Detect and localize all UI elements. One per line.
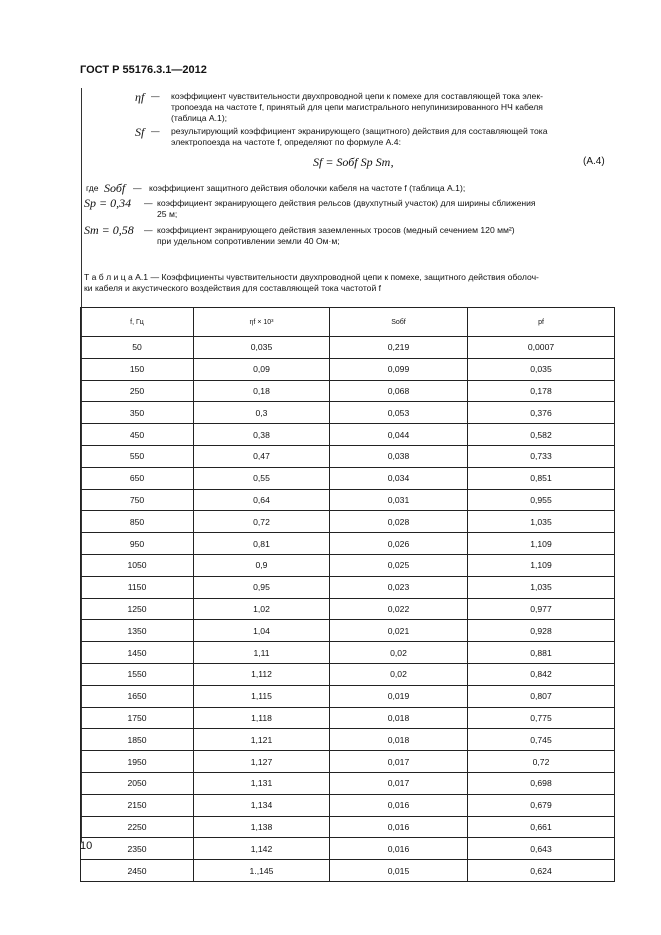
table-cell: 1,02 [194, 598, 330, 620]
page-number: 10 [80, 840, 93, 852]
table-cell: 1250 [81, 598, 194, 620]
table-cell: 1,118 [194, 707, 330, 729]
table-cell: 650 [81, 467, 194, 489]
table-cell: 1,109 [468, 554, 615, 576]
table-row [81, 402, 615, 424]
def-line: электропоезда на частоте f, определяют по формуле А.4: [171, 137, 401, 147]
table-cell: 1,134 [194, 794, 330, 816]
table-row [81, 576, 615, 598]
table-cell: 0,977 [468, 598, 615, 620]
col-header: f, Гц [81, 308, 194, 337]
table-cell: 0,72 [468, 751, 615, 773]
def-line: коэффициент чувствительности двухпроводной цепи к помехе для составляющей тока элек- [171, 91, 543, 101]
table-caption: ки кабеля и акустического воздействия для составляющей тока частотой f [84, 283, 382, 293]
table-row [81, 511, 615, 533]
table-row [81, 598, 615, 620]
table-cell: 1.,145 [194, 860, 330, 882]
where-dash: — [144, 225, 153, 235]
where-dash: — [133, 183, 142, 193]
where-line: 25 м; [157, 209, 178, 219]
table-cell: 1550 [81, 663, 194, 685]
table-cell: 1,035 [468, 576, 615, 598]
table-cell: 1,131 [194, 772, 330, 794]
table-cell: 0,679 [468, 794, 615, 816]
where-prefix: где [86, 183, 99, 193]
def-symbol: Sf [135, 125, 145, 139]
table-row [81, 337, 615, 359]
table-row [81, 620, 615, 642]
table-cell: 0,023 [330, 576, 468, 598]
table-cell: 0,015 [330, 860, 468, 882]
table-cell: 0,038 [330, 445, 468, 467]
table-cell: 0,72 [194, 511, 330, 533]
table-cell: 2150 [81, 794, 194, 816]
table-cell: 0,775 [468, 707, 615, 729]
table-row [81, 816, 615, 838]
where-line: коэффициент защитного действия оболочки кабеля на частоте f (таблица А.1); [149, 183, 466, 193]
table-cell: 0,053 [330, 402, 468, 424]
table-row [81, 772, 615, 794]
def-dash: — [151, 91, 160, 101]
table-cell: 1,04 [194, 620, 330, 642]
table-cell: 0,81 [194, 533, 330, 555]
table-cell: 0,035 [194, 337, 330, 359]
table-cell: 1650 [81, 685, 194, 707]
table-cell: 350 [81, 402, 194, 424]
table-cell: 950 [81, 533, 194, 555]
table-cell: 1,11 [194, 642, 330, 664]
table-cell: 0,099 [330, 358, 468, 380]
table-cell: 0,178 [468, 380, 615, 402]
formula: Sf = Sобf Sр Sт, [313, 155, 394, 169]
table-row [81, 489, 615, 511]
table-row [81, 358, 615, 380]
col-header: Sобf [330, 308, 468, 337]
table-cell: 1,115 [194, 685, 330, 707]
table-cell: 0,016 [330, 816, 468, 838]
table-cell: 1,121 [194, 729, 330, 751]
table-cell: 0,745 [468, 729, 615, 751]
table-cell: 0,018 [330, 729, 468, 751]
table-cell: 0,018 [330, 707, 468, 729]
table-cell: 1950 [81, 751, 194, 773]
table-cell: 0,035 [468, 358, 615, 380]
table-row [81, 729, 615, 751]
where-line: коэффициент экранирующего действия заземленных тросов (медный сечением 120 мм²) [157, 225, 515, 235]
table-cell: 0,64 [194, 489, 330, 511]
table-cell: 1750 [81, 707, 194, 729]
table-cell: 0,025 [330, 554, 468, 576]
table-cell: 0,582 [468, 424, 615, 446]
table-cell: 0,376 [468, 402, 615, 424]
table-row [81, 751, 615, 773]
table-cell: 2250 [81, 816, 194, 838]
def-dash: — [151, 126, 160, 136]
table-cell: 2350 [81, 838, 194, 860]
table-cell: 1850 [81, 729, 194, 751]
table-row [81, 794, 615, 816]
table-cell: 2050 [81, 772, 194, 794]
table-cell: 50 [81, 337, 194, 359]
table-cell: 0,55 [194, 467, 330, 489]
table-cell: 1350 [81, 620, 194, 642]
table-cell: 750 [81, 489, 194, 511]
where-dash: — [144, 198, 153, 208]
table-cell: 0,698 [468, 772, 615, 794]
where-symbol: Sр = 0,34 [84, 196, 132, 210]
table-cell: 850 [81, 511, 194, 533]
table-cell: 0,842 [468, 663, 615, 685]
table-cell: 0,0007 [468, 337, 615, 359]
table-cell: 0,034 [330, 467, 468, 489]
col-header: ηf × 10³ [194, 308, 330, 337]
table-cell: 0,022 [330, 598, 468, 620]
table-cell: 0,881 [468, 642, 615, 664]
table-row [81, 860, 615, 882]
where-line: при удельном сопротивлении земли 40 Ом·м; [157, 236, 340, 246]
where-symbol: Sобf [104, 181, 126, 195]
table-cell: 0,95 [194, 576, 330, 598]
table-cell: 0,3 [194, 402, 330, 424]
table-cell: 0,031 [330, 489, 468, 511]
table-cell: 0,09 [194, 358, 330, 380]
table-row [81, 533, 615, 555]
table-cell: 0,026 [330, 533, 468, 555]
table-cell: 0,38 [194, 424, 330, 446]
table-cell: 0,02 [330, 642, 468, 664]
table-cell: 1050 [81, 554, 194, 576]
table-row [81, 424, 615, 446]
table-header-row [81, 308, 615, 337]
table-cell: 1,138 [194, 816, 330, 838]
def-line: тропоезда на частоте f, принятый для цепи магистрального непупинизированного НЧ кабеля [171, 102, 543, 112]
table-cell: 0,928 [468, 620, 615, 642]
coefficients-table [80, 307, 615, 882]
table-cell: 0,851 [468, 467, 615, 489]
table-cell: 1,035 [468, 511, 615, 533]
table-cell: 0,017 [330, 772, 468, 794]
table-row [81, 642, 615, 664]
table-cell: 0,733 [468, 445, 615, 467]
table-cell: 0,807 [468, 685, 615, 707]
table-cell: 0,955 [468, 489, 615, 511]
table-cell: 0,028 [330, 511, 468, 533]
table-cell: 0,9 [194, 554, 330, 576]
table-cell: 0,219 [330, 337, 468, 359]
document-header: ГОСТ Р 55176.3.1—2012 [80, 64, 207, 76]
table-body [81, 337, 615, 882]
table-cell: 1,142 [194, 838, 330, 860]
table-cell: 1,127 [194, 751, 330, 773]
table-cell: 1,112 [194, 663, 330, 685]
table-cell: 1450 [81, 642, 194, 664]
table-cell: 0,624 [468, 860, 615, 882]
table-cell: 1,109 [468, 533, 615, 555]
table-row [81, 707, 615, 729]
def-line: результирующий коэффициент экранирующего (защитного) действия для составляющей тока [171, 126, 548, 136]
table-cell: 0,661 [468, 816, 615, 838]
def-line: (таблица А.1); [171, 113, 228, 123]
table-row [81, 663, 615, 685]
table-cell: 0,019 [330, 685, 468, 707]
where-symbol: Sт = 0,58 [84, 223, 134, 237]
table-cell: 0,47 [194, 445, 330, 467]
table-row [81, 554, 615, 576]
table-cell: 0,044 [330, 424, 468, 446]
table-cell: 0,017 [330, 751, 468, 773]
def-symbol: ηf [135, 90, 145, 104]
table-cell: 0,016 [330, 838, 468, 860]
table-row [81, 445, 615, 467]
table-cell: 250 [81, 380, 194, 402]
table-caption: Т а б л и ц а А.1 — Коэффициенты чувствительности двухпроводной цепи к помехе, защитного действия оболоч- [84, 272, 539, 282]
table-cell: 150 [81, 358, 194, 380]
table-cell: 550 [81, 445, 194, 467]
table-row [81, 685, 615, 707]
table-row [81, 380, 615, 402]
col-header: pf [468, 308, 615, 337]
formula-number: (A.4) [583, 156, 605, 167]
where-line: коэффициент экранирующего действия рельсов (двухпутный участок) для ширины сближения [157, 198, 536, 208]
table-row [81, 838, 615, 860]
table-cell: 450 [81, 424, 194, 446]
table-cell: 0,02 [330, 663, 468, 685]
table-cell: 0,068 [330, 380, 468, 402]
table-cell: 0,643 [468, 838, 615, 860]
table-cell: 0,18 [194, 380, 330, 402]
table-cell: 1150 [81, 576, 194, 598]
table-row [81, 467, 615, 489]
table-cell: 0,016 [330, 794, 468, 816]
table-cell: 2450 [81, 860, 194, 882]
table-cell: 0,021 [330, 620, 468, 642]
